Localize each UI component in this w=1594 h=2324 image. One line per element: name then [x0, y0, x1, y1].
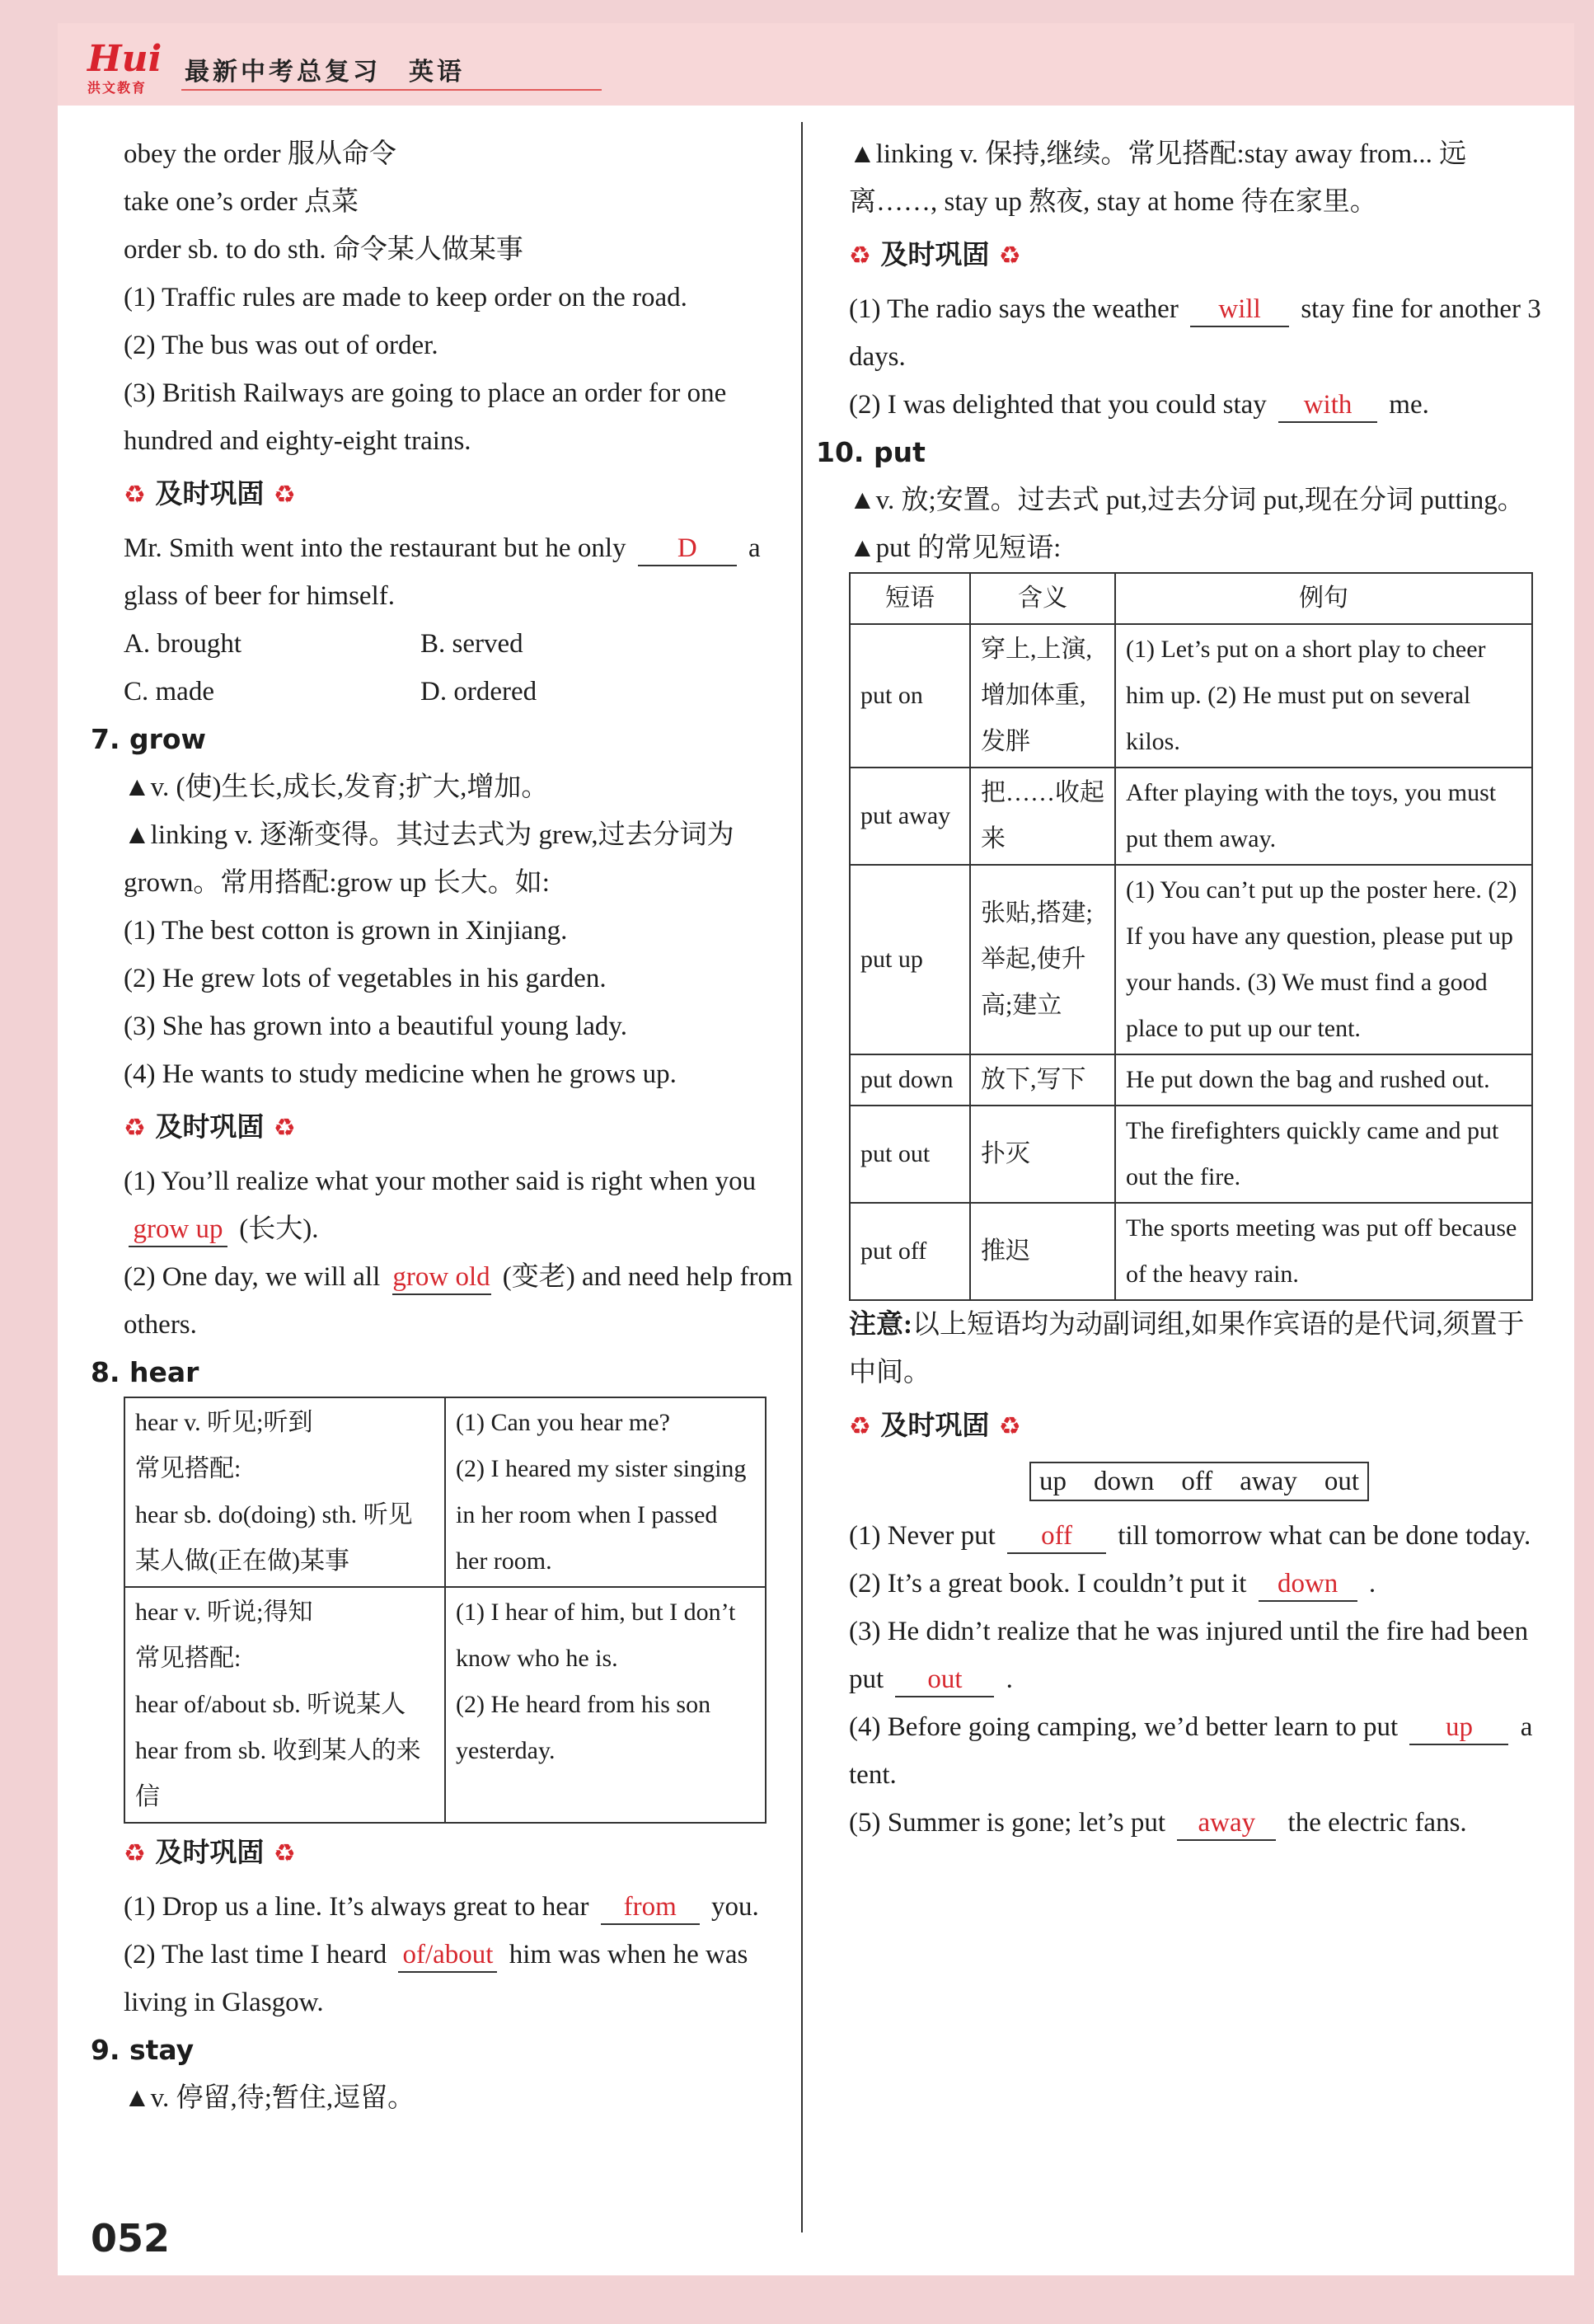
quiz-text: (2) It’s a great book. I couldn’t put it — [849, 1569, 1247, 1599]
stay-quiz — [849, 381, 1549, 429]
grow-example: (4) He wants to study medicine when he grows up. — [124, 1059, 677, 1089]
consolidate-heading — [124, 1103, 799, 1153]
answer-blank[interactable]: of/about — [398, 1938, 497, 1973]
table-cell — [124, 1587, 445, 1823]
answer-blank[interactable]: down — [1259, 1567, 1357, 1602]
cell-line: hear v. 听说;得知 — [135, 1599, 313, 1626]
answer-blank[interactable]: D — [638, 532, 737, 566]
page — [58, 23, 1574, 2275]
order-phrase: order sb. to do sth. 命令某人做某事 — [124, 235, 523, 265]
word-bank-box: up down off away out — [1029, 1462, 1369, 1501]
consolidate-heading — [124, 470, 799, 519]
recycle-icon: ♻ — [849, 1412, 871, 1441]
grow-quiz — [124, 1157, 799, 1253]
recycle-icon: ♻ — [124, 1839, 146, 1868]
recycle-icon: ♻ — [124, 1114, 146, 1143]
logo-mark: Hui — [87, 38, 162, 80]
table-cell — [445, 1587, 766, 1823]
example-cell: The firefighters quickly came and put out the fire. — [1115, 1106, 1532, 1203]
grow-example: (3) She has grown into a beautiful young lady. — [124, 1012, 627, 1041]
put-quiz — [849, 1560, 1549, 1608]
quiz-text: him was when he was living in Glasgow. — [124, 1940, 748, 2017]
answer-blank[interactable]: will — [1190, 293, 1289, 327]
cell-line: (2) He heard from his son yesterday. — [456, 1691, 711, 1764]
section-heading-stay: 9. stay — [91, 2034, 195, 2066]
put-quiz — [849, 1703, 1549, 1799]
column-header: 短语 — [850, 573, 970, 624]
quiz-text: (2) One day, we will all — [124, 1262, 381, 1292]
quiz-text: (长大). — [239, 1214, 319, 1244]
cell-line: hear from sb. 收到某人的来信 — [135, 1737, 421, 1810]
phrase-cell: put out — [850, 1106, 970, 1203]
recycle-icon: ♻ — [273, 1839, 296, 1868]
recycle-icon: ♻ — [998, 242, 1021, 270]
table-row — [850, 768, 1532, 865]
put-definition: ▲v. 放;安置。过去式 put,过去分词 put,现在分词 putting。 — [849, 486, 1525, 515]
answer-blank[interactable]: with — [1278, 388, 1377, 423]
consolidate-heading — [849, 1401, 1549, 1451]
option-d: D. ordered — [420, 677, 537, 707]
answer-blank[interactable]: away — [1177, 1806, 1276, 1841]
header-underline — [181, 89, 602, 91]
hear-quiz — [124, 1931, 799, 2026]
column-divider — [801, 122, 803, 2232]
example-cell: After playing with the toys, you must put them away. — [1115, 768, 1532, 865]
order-phrase: obey the order 服从命令 — [124, 139, 396, 169]
meaning-cell: 扑灭 — [970, 1106, 1115, 1203]
recycle-icon: ♻ — [273, 481, 296, 509]
table-row — [124, 1587, 766, 1823]
book-title: 最新中考总复习 英语 — [185, 58, 465, 87]
table-row — [850, 624, 1532, 768]
table-row — [850, 865, 1532, 1054]
example-cell: (1) Let’s put on a short play to cheer him up. (2) He must put on several kilos. — [1115, 624, 1532, 768]
quiz-text: (2) I was delighted that you could stay — [849, 390, 1267, 420]
recycle-icon: ♻ — [124, 481, 146, 509]
cell-line: (2) I heared my sister singing in her room when I passed her room. — [456, 1455, 747, 1575]
phrase-cell: put down — [850, 1054, 970, 1106]
quiz-text: you. — [710, 1892, 759, 1922]
consolidate-heading — [849, 231, 1549, 280]
left-column — [91, 130, 799, 2122]
cell-line: 常见搭配: — [135, 1455, 241, 1482]
note-label: 注意: — [849, 1310, 912, 1340]
phrase-cell: put away — [850, 768, 970, 865]
cell-line: hear sb. do(doing) sth. 听见某人做(正在做)某事 — [135, 1501, 413, 1575]
quiz-text: (4) Before going camping, we’d better learn to put — [849, 1712, 1399, 1742]
section-heading-hear: 8. hear — [91, 1356, 199, 1388]
consolidate-label: 及时巩固 — [880, 1409, 990, 1441]
consolidate-label: 及时巩固 — [155, 1110, 265, 1143]
quiz-text: (5) Summer is gone; let’s put — [849, 1808, 1166, 1838]
put-quiz — [849, 1608, 1549, 1703]
quiz-text: (1) The radio says the weather — [849, 294, 1179, 324]
publisher-logo — [87, 38, 178, 99]
quiz-text: (1) Drop us a line. It’s always great to hear — [124, 1892, 589, 1922]
quiz-text: (变老) and need help from others. — [124, 1262, 793, 1340]
put-quiz — [849, 1799, 1549, 1847]
quiz-text: (1) Never put — [849, 1521, 996, 1551]
quiz-text: stay fine for another 3 days. — [849, 294, 1541, 372]
options-row — [124, 668, 799, 716]
recycle-icon: ♻ — [998, 1412, 1021, 1441]
quiz-text: . — [1368, 1569, 1376, 1599]
example-cell: The sports meeting was put off because of the heavy rain. — [1115, 1203, 1532, 1300]
quiz-text: . — [1006, 1664, 1013, 1694]
grow-definition: ▲linking v. 逐渐变得。其过去式为 grew,过去分词为 grown。常用搭配:grow up 长大。如: — [124, 820, 734, 898]
table-header-row — [850, 573, 1532, 624]
table-row — [850, 1203, 1532, 1300]
example-cell: (1) You can’t put up the poster here. (2) If you have any question, please put up your hands. (3) We must find a good place to put up our tent. — [1115, 865, 1532, 1054]
right-column — [816, 130, 1549, 1847]
stay-quiz — [849, 285, 1549, 381]
option-c: C. made — [124, 677, 214, 707]
phrase-cell: put up — [850, 865, 970, 1054]
order-quiz — [124, 524, 799, 620]
consolidate-label: 及时巩固 — [155, 477, 265, 509]
option-a: A. brought — [124, 629, 241, 659]
quiz-text: (1) You’ll realize what your mother said is right when you — [124, 1167, 757, 1196]
options-row — [124, 620, 799, 668]
answer-blank[interactable]: off — [1007, 1519, 1106, 1554]
grow-example: (1) The best cotton is grown in Xinjiang. — [124, 916, 568, 946]
order-example: (1) Traffic rules are made to keep order on the road. — [124, 283, 687, 312]
put-phrase-table — [849, 572, 1533, 1301]
table-row — [850, 1106, 1532, 1203]
recycle-icon: ♻ — [273, 1114, 296, 1143]
quiz-text: me. — [1389, 390, 1429, 420]
recycle-icon: ♻ — [849, 242, 871, 270]
meaning-cell: 放下,写下 — [970, 1054, 1115, 1106]
answer-blank[interactable]: from — [601, 1890, 700, 1925]
consolidate-heading — [124, 1829, 799, 1878]
consolidate-label: 及时巩固 — [155, 1836, 265, 1868]
order-phrase: take one’s order 点菜 — [124, 187, 359, 217]
page-number: 052 — [91, 2216, 171, 2261]
consolidate-label: 及时巩固 — [880, 238, 990, 270]
quiz-text: a glass of beer for himself. — [124, 533, 761, 611]
column-header: 含义 — [970, 573, 1115, 624]
quiz-text: (2) The last time I heard — [124, 1940, 387, 1970]
quiz-text: till tomorrow what can be done today. — [1118, 1521, 1531, 1551]
answer-blank[interactable]: up — [1409, 1711, 1508, 1745]
cell-line: hear of/about sb. 听说某人 — [135, 1691, 406, 1718]
quiz-text: the electric fans. — [1287, 1808, 1467, 1838]
answer-blank[interactable]: grow old — [392, 1261, 491, 1295]
table-cell — [445, 1397, 766, 1587]
quiz-text: (3) He didn’t realize that he was injured until the fire had been put — [849, 1617, 1529, 1694]
note-text: 以上短语均为动副词组,如果作宾语的是代词,须置于中间。 — [849, 1310, 1525, 1387]
cell-line: (1) I hear of him, but I don’t know who he is. — [456, 1599, 736, 1672]
stay-definition: ▲v. 停留,待;暂住,逗留。 — [124, 2083, 415, 2113]
cell-line: 常见搭配: — [135, 1645, 241, 1672]
table-cell — [124, 1397, 445, 1587]
word-bank — [849, 1458, 1549, 1505]
grow-definition: ▲v. (使)生长,成长,发育;扩大,增加。 — [124, 772, 549, 802]
phrase-cell: put off — [850, 1203, 970, 1300]
cell-line: hear v. 听见;听到 — [135, 1409, 313, 1436]
order-example: (3) British Railways are going to place an order for one hundred and eighty-eight trains. — [124, 378, 727, 456]
grow-example: (2) He grew lots of vegetables in his garden. — [124, 964, 607, 993]
logo-subtitle: 洪文教育 — [87, 80, 148, 96]
stay-definition: ▲linking v. 保持,继续。常见搭配:stay away from... 远离……, stay up 熬夜, stay at home 待在家里。 — [849, 139, 1467, 217]
meaning-cell: 把……收起来 — [970, 768, 1115, 865]
section-heading-grow: 7. grow — [91, 723, 207, 755]
hear-quiz — [124, 1883, 799, 1931]
table-row — [124, 1397, 766, 1587]
quiz-text: Mr. Smith went into the restaurant but he only — [124, 533, 626, 563]
phrase-cell: put on — [850, 624, 970, 768]
cell-line: (1) Can you hear me? — [456, 1409, 670, 1436]
meaning-cell: 穿上,上演,增加体重,发胖 — [970, 624, 1115, 768]
section-heading-put: 10. put — [816, 436, 926, 468]
put-phrases-label: ▲put 的常见短语: — [849, 533, 1062, 563]
put-note — [849, 1301, 1549, 1397]
hear-table — [124, 1397, 767, 1824]
put-quiz — [849, 1512, 1549, 1560]
grow-quiz — [124, 1253, 799, 1349]
answer-blank[interactable]: out — [895, 1663, 994, 1697]
column-header: 例句 — [1115, 573, 1532, 624]
example-cell: He put down the bag and rushed out. — [1115, 1054, 1532, 1106]
table-row — [850, 1054, 1532, 1106]
meaning-cell: 推迟 — [970, 1203, 1115, 1300]
meaning-cell: 张贴,搭建;举起,使升高;建立 — [970, 865, 1115, 1054]
order-example: (2) The bus was out of order. — [124, 331, 438, 360]
option-b: B. served — [420, 629, 523, 659]
answer-blank[interactable]: grow up — [129, 1213, 227, 1247]
quiz-text: a tent. — [849, 1712, 1533, 1790]
